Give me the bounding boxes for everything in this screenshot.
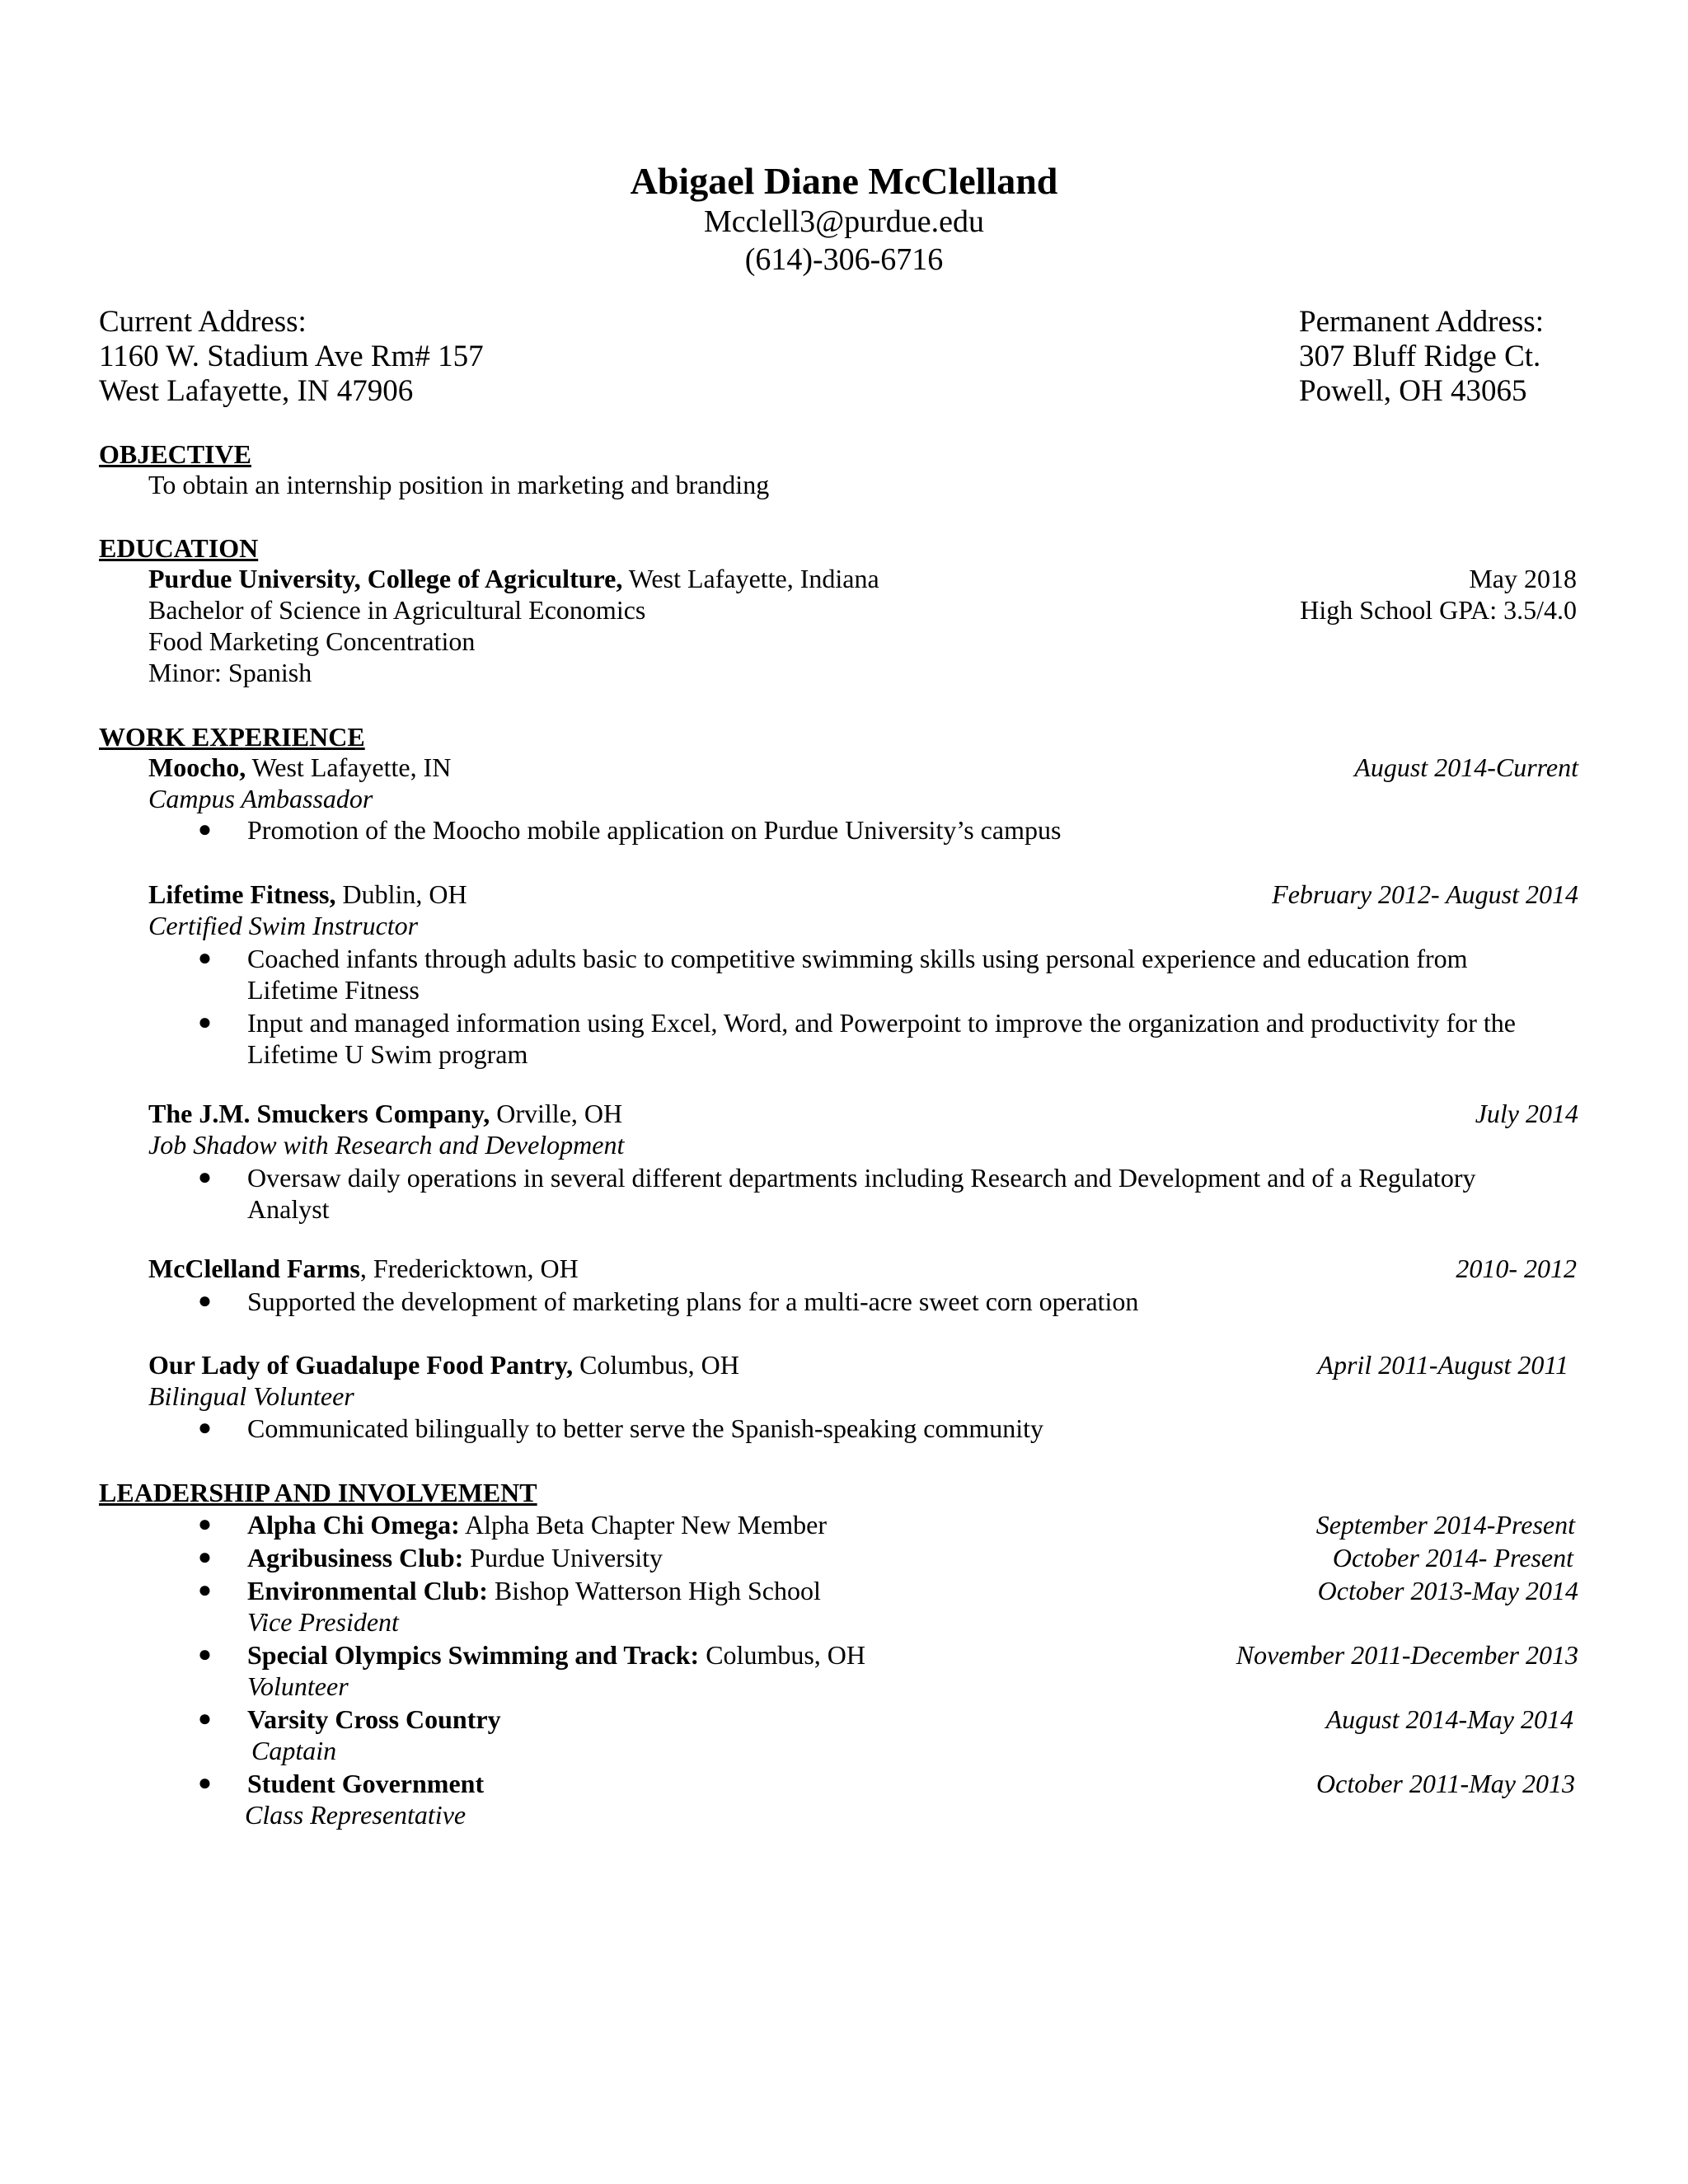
school-location: West Lafayette, Indiana	[622, 564, 879, 593]
leadership-role: Volunteer	[247, 1671, 349, 1701]
leadership-org: Environmental Club:	[247, 1576, 488, 1605]
job-date: July 2014	[1475, 1099, 1578, 1128]
leadership-item	[247, 1542, 663, 1573]
leadership-date: October 2011-May 2013	[1316, 1769, 1575, 1798]
permanent-address-label: Permanent Address:	[1299, 305, 1544, 339]
current-address	[99, 305, 484, 409]
job-bullet-text: Coached infants through adults basic to competitive swimming skills using personal experience and education from	[247, 944, 1468, 973]
job-location: Columbus, OH	[573, 1350, 739, 1380]
email-address: Mcclell3@purdue.edu	[704, 204, 984, 239]
job-date: 2010- 2012	[1456, 1254, 1577, 1283]
leadership-item	[247, 1768, 484, 1799]
education-gpa: High School GPA: 3.5/4.0	[1300, 595, 1577, 625]
bullet-icon: ●	[198, 1577, 212, 1603]
phone-number: (614)-306-6716	[744, 242, 944, 277]
job-title: Job Shadow with Research and Development	[148, 1130, 625, 1160]
leadership-detail: Bishop Watterson High School	[487, 1576, 821, 1605]
bullet-icon: ●	[198, 1165, 212, 1190]
leadership-date: October 2013-May 2014	[1317, 1576, 1578, 1605]
leadership-date: September 2014-Present	[1315, 1510, 1575, 1540]
leadership-date: October 2014- Present	[1332, 1543, 1573, 1572]
job-org: Lifetime Fitness,	[148, 879, 336, 909]
job-location: Dublin, OH	[335, 879, 467, 909]
job-org-line	[148, 752, 451, 783]
job-bullet-text-cont: Lifetime Fitness	[247, 975, 420, 1005]
bullet-icon: ●	[198, 1288, 212, 1314]
job-date: April 2011-August 2011	[1317, 1350, 1568, 1380]
job-org: Moocho,	[148, 752, 246, 782]
bullet-icon: ●	[198, 1010, 212, 1035]
school-name: Purdue University, College of Agriculture,	[148, 564, 623, 593]
job-bullet-text: Promotion of the Moocho mobile application on Purdue University’s campus	[247, 815, 1062, 845]
leadership-item	[247, 1704, 501, 1735]
job-title: Campus Ambassador	[148, 784, 373, 813]
resume-name: Abigael Diane McClelland	[630, 160, 1058, 202]
leadership-date: November 2011-December 2013	[1236, 1640, 1578, 1670]
leadership-item	[247, 1575, 821, 1606]
education-minor: Minor: Spanish	[148, 658, 312, 687]
job-bullet-text: Oversaw daily operations in several different departments including Research and Development and of a Regulatory	[247, 1163, 1476, 1193]
leadership-detail: Columbus, OH	[699, 1640, 865, 1670]
job-org-line	[148, 1098, 622, 1129]
leadership-org: Special Olympics Swimming and Track:	[247, 1640, 700, 1670]
job-org-line	[148, 1349, 739, 1380]
permanent-address	[1299, 305, 1544, 409]
permanent-address-line2: Powell, OH 43065	[1299, 374, 1527, 408]
bullet-icon: ●	[198, 817, 212, 842]
leadership-heading: LEADERSHIP AND INVOLVEMENT	[99, 1478, 537, 1507]
job-location: Orville, OH	[490, 1099, 623, 1128]
bullet-icon: ●	[198, 1642, 212, 1667]
leadership-org: Alpha Chi Omega:	[247, 1510, 460, 1540]
bullet-icon: ●	[198, 1706, 212, 1732]
job-org: Our Lady of Guadalupe Food Pantry,	[148, 1350, 574, 1380]
education-degree: Bachelor of Science in Agricultural Economics	[148, 595, 646, 625]
bullet-icon: ●	[198, 945, 212, 971]
job-bullet-text: Communicated bilingually to better serve the Spanish-speaking community	[247, 1413, 1044, 1443]
job-date: February 2012- August 2014	[1272, 879, 1578, 909]
objective-text: To obtain an internship position in marketing and branding	[148, 470, 770, 499]
leadership-org: Student Government	[247, 1769, 485, 1798]
education-concentration: Food Marketing Concentration	[148, 626, 476, 656]
job-org: The J.M. Smuckers Company,	[148, 1099, 490, 1128]
current-address-line2: West Lafayette, IN 47906	[99, 374, 414, 408]
job-date: August 2014-Current	[1354, 752, 1578, 782]
job-org-line	[148, 1253, 579, 1284]
job-bullet-text-cont: Lifetime U Swim program	[247, 1039, 528, 1069]
education-date: May 2018	[1469, 564, 1577, 593]
leadership-org: Varsity Cross Country	[247, 1704, 501, 1734]
leadership-date: August 2014-May 2014	[1325, 1704, 1573, 1734]
leadership-role: Class Representative	[245, 1800, 467, 1830]
job-location: West Lafayette, IN	[246, 752, 452, 782]
bullet-icon: ●	[198, 1770, 212, 1796]
leadership-role: Vice President	[247, 1607, 399, 1637]
leadership-org: Agribusiness Club:	[247, 1543, 464, 1572]
education-heading: EDUCATION	[99, 533, 259, 563]
leadership-item	[247, 1639, 865, 1671]
job-org: McClelland Farms	[148, 1254, 360, 1283]
current-address-label: Current Address:	[99, 305, 307, 339]
leadership-detail: Purdue University	[463, 1543, 663, 1572]
leadership-role: Captain	[251, 1736, 337, 1765]
job-bullet-text: Input and managed information using Excel, Word, and Powerpoint to improve the organization and productivity for the	[247, 1008, 1516, 1038]
work-heading: WORK EXPERIENCE	[99, 722, 365, 752]
job-bullet-text-cont: Analyst	[247, 1194, 330, 1224]
bullet-icon: ●	[198, 1415, 212, 1441]
current-address-line1: 1160 W. Stadium Ave Rm# 157	[99, 340, 484, 373]
leadership-item	[247, 1509, 827, 1540]
objective-heading: OBJECTIVE	[99, 439, 251, 469]
job-location: , Fredericktown, OH	[359, 1254, 579, 1283]
job-org-line	[148, 879, 467, 910]
bullet-icon: ●	[198, 1511, 212, 1537]
education-school	[148, 563, 879, 594]
permanent-address-line1: 307 Bluff Ridge Ct.	[1299, 340, 1541, 373]
job-bullet-text: Supported the development of marketing plans for a multi-acre sweet corn operation	[247, 1286, 1139, 1316]
job-title: Bilingual Volunteer	[148, 1381, 354, 1411]
leadership-detail: Alpha Beta Chapter New Member	[459, 1510, 827, 1540]
job-title: Certified Swim Instructor	[148, 911, 419, 940]
bullet-icon: ●	[198, 1544, 212, 1570]
